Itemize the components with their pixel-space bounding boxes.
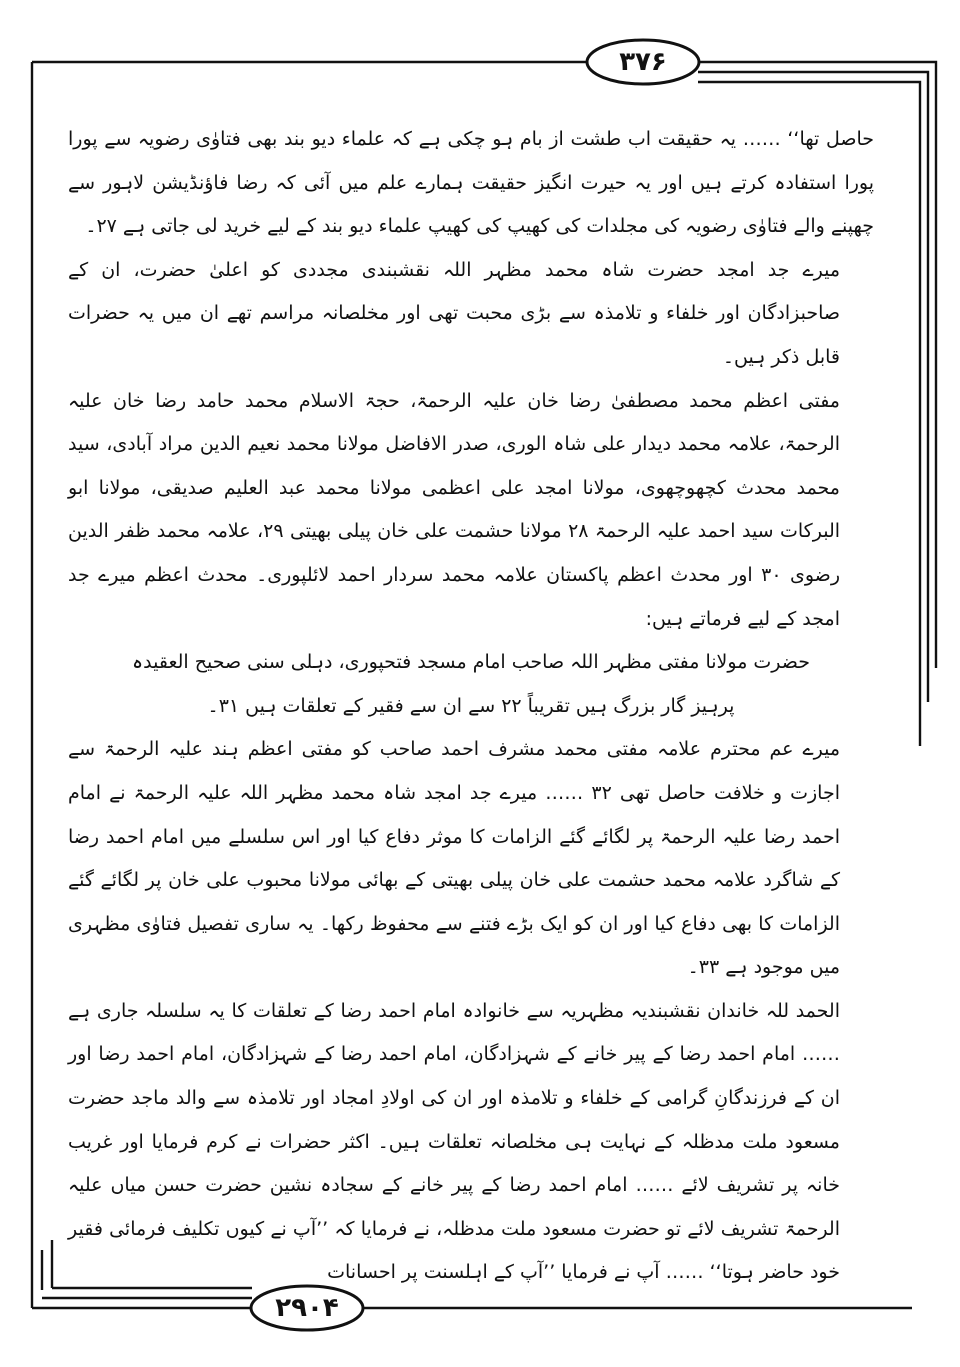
body-text [68, 118, 874, 1295]
paragraph-5: الحمد للہ خاندان نقشبندیہ مظہریہ سے خانوادہ امام احمد رضا کے تعلقات کا یہ سلسلہ جاری ہے …… امام احمد رضا کے پیر خانے کے شہزادگان، امام احمد رضا کے شہزادگان، امام احمد رضا اور ان کے فرزندگانِ گرامی کے خلفاء و تلامذہ اور ان کی اولادِ امجاد اور تلامذہ سے والد ماجد حضرت مسعود ملت مدظلہ کے نہایت ہی مخلصانہ تعلقات ہیں۔ اکثر حضرات نے کرم فرمایا اور غریب خانہ پر تشریف لائے …… امام احمد رضا کے پیر خانے کے سجادہ نشین حضرت حسن میاں علیہ الرحمۃ تشریف لائے تو حضرت مسعود ملت مدظلہ، نے فرمایا کہ ’’آپ نے کیوں تکلیف فرمائی فقیر خود حاضر ہوتا‘‘ …… آپ نے فرمایا ’’آپ کے اہلسنت پر احسانات [68, 999, 840, 1284]
bottom-page-number: ۲۹۰۴ [275, 1293, 339, 1323]
paragraph-1: حاصل تھا‘‘ …… یہ حقیقت اب طشت از بام ہو چکی ہے کہ علماء دیو بند بھی فتاوٰی رضویہ سے پورا پورا استفادہ کرتے ہیں اور یہ حیرت انگیز حقیقت ہمارے علم میں آئی کہ رضا فاؤنڈیشن لاہور سے چھپنے والے فتاوٰی رضویہ کی مجلدات کی کھیپ کی کھیپ علماء دیو بند کے لیے خرید لی جاتی ہے ۲۷۔ [68, 128, 874, 238]
paragraph-2: میرے جد امجد حضرت شاہ محمد مظہر اللہ نقشبندی مجددی کو اعلیٰ حضرت، ان کے صاحبزادگان اور خلفاء و تلامذہ سے بڑی محبت تھی اور مخلصانہ مراسم تھے ان میں یہ حضرات قابل ذکر ہیں۔ [68, 258, 840, 368]
paragraph-4: میرے عم محترم علامہ مفتی محمد مشرف احمد صاحب کو مفتی اعظم ہند علیہ الرحمۃ سے اجازت و خلافت حاصل تھی ۳۲ …… میرے جد امجد شاہ محمد مظہر اللہ علیہ الرحمۃ نے امام احمد رضا علیہ الرحمۃ پر لگائے گئے الزامات کا موثر دفاع کیا اور اس سلسلے میں امام احمد رضا کے شاگرد علامہ محمد حشمت علی خان پیلی بھیتی کے بھائی مولانا محبوب علی خان پر لگائے گئے الزامات کا بھی دفاع کیا اور ان کو ایک بڑے فتنے سے محفوظ رکھا۔ یہ ساری تفصیل فتاوٰی مظہری میں موجود ہے ۳۳۔ [68, 738, 840, 979]
quotation-line-2: پرہیز گار بزرگ ہیں تقریباً ۲۲ سے ان سے فقیر کے تعلقات ہیں ۳۱۔ [207, 694, 735, 717]
top-page-number: ۳۷۶ [619, 47, 667, 77]
quotation-line-1: حضرت مولانا مفتی مظہر اللہ صاحب امام مسجد فتحپوری، دہلی سنی صحیح العقیدہ [132, 651, 810, 674]
paragraph-3: مفتی اعظم محمد مصطفیٰ رضا خان علیہ الرحمۃ، حجۃ الاسلام محمد حامد رضا خان علیہ الرحمۃ، علامہ محمد دیدار علی شاہ الوری، صدر الافاضل مولانا محمد نعیم الدین مراد آبادی، سید محمد محدث کچھوچھوی، مولانا امجد علی اعظمی مولانا محمد عبد العلیم صدیقی، مولانا ابو البرکات سید احمد علیہ الرحمۃ ۲۸ مولانا حشمت علی خان پیلی بھیتی ۲۹، علامہ محمد ظفر الدین رضوی ۳۰ اور محدث اعظم پاکستان علامہ محمد سردار احمد لائلپوری۔ محدث اعظم میرے جد امجد کے لیے فرماتے ہیں: [68, 389, 841, 630]
